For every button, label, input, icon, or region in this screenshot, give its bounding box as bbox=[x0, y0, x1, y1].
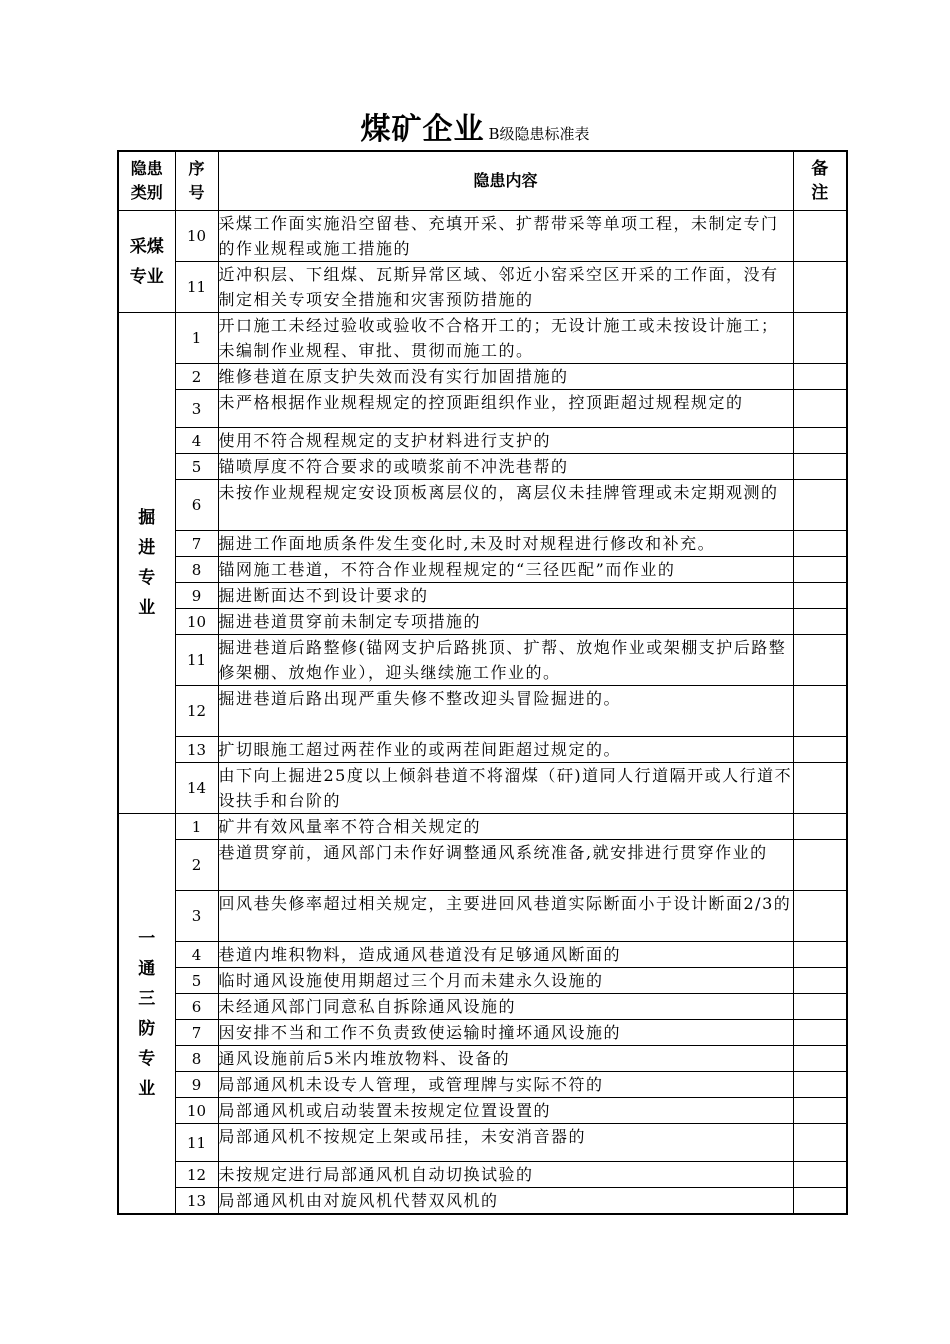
table-row bbox=[118, 1098, 847, 1124]
table-row bbox=[118, 364, 847, 390]
row-number: 8 bbox=[175, 557, 218, 583]
note-cell bbox=[793, 994, 847, 1020]
category-label: 专 bbox=[138, 1048, 156, 1069]
row-number: 1 bbox=[175, 814, 218, 840]
hazard-content: 巷道内堆积物料，造成通风巷道没有足够通风断面的 bbox=[218, 942, 793, 968]
note-cell bbox=[793, 1124, 847, 1162]
table-row bbox=[118, 211, 847, 262]
table-row bbox=[118, 942, 847, 968]
category-label: 通 bbox=[138, 958, 156, 979]
hazard-table bbox=[117, 150, 848, 1215]
category-label: 专业 bbox=[129, 266, 164, 287]
hazard-content: 未按作业规程规定安设顶板离层仪的，离层仪未挂牌管理或未定期观测的 bbox=[218, 480, 793, 531]
note-cell bbox=[793, 531, 847, 557]
row-number: 9 bbox=[175, 583, 218, 609]
row-number: 14 bbox=[175, 763, 218, 814]
row-number: 6 bbox=[175, 480, 218, 531]
hazard-content: 锚网施工巷道，不符合作业规程规定的“三径匹配”而作业的 bbox=[218, 557, 793, 583]
table-row bbox=[118, 1020, 847, 1046]
table-row bbox=[118, 313, 847, 364]
row-number: 7 bbox=[175, 1020, 218, 1046]
hazard-content: 由下向上掘进25度以上倾斜巷道不将溜煤（矸)道同人行道隔开或人行道不设扶手和台阶的 bbox=[218, 763, 793, 814]
table-row bbox=[118, 686, 847, 737]
table-row bbox=[118, 428, 847, 454]
row-number: 8 bbox=[175, 1046, 218, 1072]
row-number: 10 bbox=[175, 609, 218, 635]
note-cell bbox=[793, 1098, 847, 1124]
hazard-content: 维修巷道在原支护失效而没有实行加固措施的 bbox=[218, 364, 793, 390]
table-row bbox=[118, 840, 847, 891]
table-body bbox=[118, 211, 847, 1215]
table-row bbox=[118, 480, 847, 531]
row-number: 3 bbox=[175, 891, 218, 942]
table-row bbox=[118, 814, 847, 840]
row-number: 1 bbox=[175, 313, 218, 364]
hazard-content: 掘进工作面地质条件发生变化时,未及时对规程进行修改和补充。 bbox=[218, 531, 793, 557]
note-cell bbox=[793, 1188, 847, 1215]
category-label: 一 bbox=[138, 928, 156, 949]
category-label: 采煤 bbox=[129, 236, 164, 257]
hazard-content: 局部通风机未设专人管理，或管理牌与实际不符的 bbox=[218, 1072, 793, 1098]
hazard-content: 局部通风机不按规定上架或吊挂，未安消音器的 bbox=[218, 1124, 793, 1162]
hazard-content: 未经通风部门同意私自拆除通风设施的 bbox=[218, 994, 793, 1020]
hazard-content: 采煤工作面实施沿空留巷、充填开采、扩帮带采等单项工程，未制定专门的作业规程或施工措施的 bbox=[218, 211, 793, 262]
category-cell bbox=[118, 313, 175, 814]
row-number: 6 bbox=[175, 994, 218, 1020]
table-row bbox=[118, 531, 847, 557]
header-content: 隐患内容 bbox=[218, 151, 793, 211]
hazard-content: 掘进巷道后路整修(锚网支护后路挑顶、扩帮、放炮作业或架棚支护后路整修架棚、放炮作业），迎头继续施工作业的。 bbox=[218, 635, 793, 686]
category-label: 掘 bbox=[138, 508, 156, 528]
note-cell bbox=[793, 1072, 847, 1098]
hazard-content: 使用不符合规程规定的支护材料进行支护的 bbox=[218, 428, 793, 454]
note-cell bbox=[793, 428, 847, 454]
table-row bbox=[118, 609, 847, 635]
note-cell bbox=[793, 262, 847, 313]
table-row bbox=[118, 737, 847, 763]
row-number: 9 bbox=[175, 1072, 218, 1098]
table-row bbox=[118, 557, 847, 583]
table-row bbox=[118, 454, 847, 480]
table-row bbox=[118, 968, 847, 994]
category-label: 业 bbox=[138, 1078, 156, 1099]
note-cell bbox=[793, 814, 847, 840]
row-number: 7 bbox=[175, 531, 218, 557]
row-number: 12 bbox=[175, 1162, 218, 1188]
note-cell bbox=[793, 454, 847, 480]
category-label: 三 bbox=[138, 988, 156, 1009]
title-sub: B级隐患标准表 bbox=[488, 125, 590, 143]
table-row bbox=[118, 1072, 847, 1098]
hazard-content: 局部通风机由对旋风机代替双风机的 bbox=[218, 1188, 793, 1215]
row-number: 12 bbox=[175, 686, 218, 737]
row-number: 13 bbox=[175, 737, 218, 763]
hazard-content: 局部通风机或启动装置未按规定位置设置的 bbox=[218, 1098, 793, 1124]
table-row bbox=[118, 635, 847, 686]
note-cell bbox=[793, 1046, 847, 1072]
table-row bbox=[118, 763, 847, 814]
hazard-content: 掘进断面达不到设计要求的 bbox=[218, 583, 793, 609]
category-cell bbox=[118, 211, 175, 313]
note-cell bbox=[793, 891, 847, 942]
hazard-content: 回风巷失修率超过相关规定，主要进回风巷道实际断面小于设计断面2/3的 bbox=[218, 891, 793, 942]
header-note: 备 注 bbox=[793, 151, 847, 211]
table-row bbox=[118, 994, 847, 1020]
table-row bbox=[118, 262, 847, 313]
note-cell bbox=[793, 737, 847, 763]
note-cell bbox=[793, 557, 847, 583]
row-number: 11 bbox=[175, 262, 218, 313]
row-number: 2 bbox=[175, 364, 218, 390]
category-label: 防 bbox=[138, 1018, 156, 1039]
row-number: 3 bbox=[175, 390, 218, 428]
table-row bbox=[118, 583, 847, 609]
header-category: 隐患 类别 bbox=[118, 151, 175, 211]
row-number: 2 bbox=[175, 840, 218, 891]
table-row bbox=[118, 1046, 847, 1072]
hazard-content: 巷道贯穿前，通风部门未作好调整通风系统准备,就安排进行贯穿作业的 bbox=[218, 840, 793, 891]
table-row bbox=[118, 1124, 847, 1162]
table-row bbox=[118, 390, 847, 428]
category-label: 进 bbox=[138, 538, 156, 558]
title-main: 煤矿企业 bbox=[360, 112, 485, 147]
note-cell bbox=[793, 763, 847, 814]
hazard-content: 锚喷厚度不符合要求的或喷浆前不冲洗巷帮的 bbox=[218, 454, 793, 480]
row-number: 5 bbox=[175, 968, 218, 994]
hazard-content: 掘进巷道后路出现严重失修不整改迎头冒险掘进的。 bbox=[218, 686, 793, 737]
note-cell bbox=[793, 942, 847, 968]
hazard-content: 近冲积层、下组煤、瓦斯异常区域、邻近小窑采空区开采的工作面，没有制定相关专项安全措施和灾害预防措施的 bbox=[218, 262, 793, 313]
note-cell bbox=[793, 1020, 847, 1046]
row-number: 11 bbox=[175, 635, 218, 686]
row-number: 10 bbox=[175, 1098, 218, 1124]
note-cell bbox=[793, 840, 847, 891]
table-row bbox=[118, 891, 847, 942]
hazard-content: 未严格根据作业规程规定的控顶距组织作业，控顶距超过规程规定的 bbox=[218, 390, 793, 428]
hazard-content: 矿井有效风量率不符合相关规定的 bbox=[218, 814, 793, 840]
header-row bbox=[118, 151, 847, 211]
hazard-content: 掘进巷道贯穿前未制定专项措施的 bbox=[218, 609, 793, 635]
note-cell bbox=[793, 364, 847, 390]
row-number: 4 bbox=[175, 428, 218, 454]
category-label: 专 bbox=[138, 568, 156, 588]
hazard-content: 未按规定进行局部通风机自动切换试验的 bbox=[218, 1162, 793, 1188]
note-cell bbox=[793, 390, 847, 428]
row-number: 10 bbox=[175, 211, 218, 262]
hazard-content: 因安排不当和工作不负责致使运输时撞坏通风设施的 bbox=[218, 1020, 793, 1046]
hazard-content: 通风设施前后5米内堆放物料、设备的 bbox=[218, 1046, 793, 1072]
row-number: 5 bbox=[175, 454, 218, 480]
hazard-content: 临时通风设施使用期超过三个月而未建永久设施的 bbox=[218, 968, 793, 994]
note-cell bbox=[793, 313, 847, 364]
note-cell bbox=[793, 609, 847, 635]
hazard-content: 开口施工未经过验收或验收不合格开工的；无设计施工或未按设计施工；未编制作业规程、审批、贯彻而施工的。 bbox=[218, 313, 793, 364]
table-row bbox=[118, 1188, 847, 1215]
table-row bbox=[118, 1162, 847, 1188]
category-label: 业 bbox=[138, 598, 156, 618]
note-cell bbox=[793, 635, 847, 686]
document-title bbox=[0, 104, 950, 148]
row-number: 13 bbox=[175, 1188, 218, 1215]
note-cell bbox=[793, 1162, 847, 1188]
note-cell bbox=[793, 686, 847, 737]
note-cell bbox=[793, 480, 847, 531]
hazard-content: 扩切眼施工超过两茬作业的或两茬间距超过规定的。 bbox=[218, 737, 793, 763]
row-number: 4 bbox=[175, 942, 218, 968]
header-number: 序 号 bbox=[175, 151, 218, 211]
row-number: 11 bbox=[175, 1124, 218, 1162]
note-cell bbox=[793, 968, 847, 994]
note-cell bbox=[793, 211, 847, 262]
category-cell bbox=[118, 814, 175, 1215]
note-cell bbox=[793, 583, 847, 609]
